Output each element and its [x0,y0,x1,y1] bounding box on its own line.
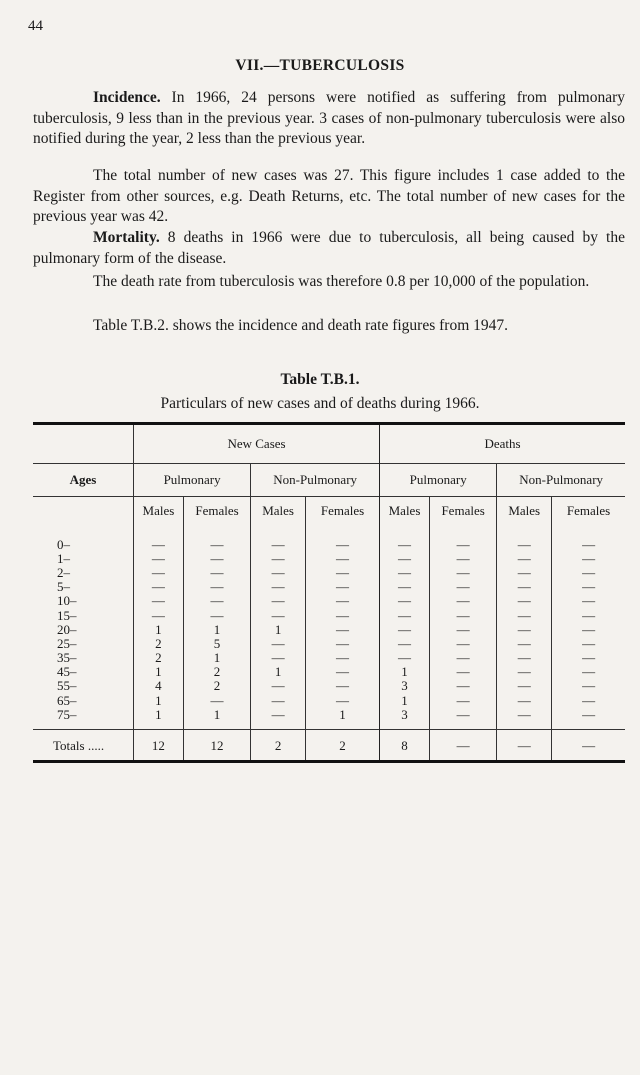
age-group-cell: 5– [57,579,70,595]
age-group-cell: 55– [57,678,77,694]
table-cell: 2 [183,665,250,679]
table-cell: — [552,679,625,693]
table-cell: — [251,551,306,565]
table-cell: 1 [305,707,379,730]
table-reference-paragraph: Table T.B.2. shows the incidence and death rate figures from 1947. [93,317,508,334]
table-cell: — [380,565,430,579]
table-cell: — [183,565,250,579]
tuberculosis-table [33,422,625,763]
table-cell: — [305,608,379,622]
table-cell: — [497,594,552,608]
table-cell: 2 [134,636,184,650]
table-cell: — [380,636,430,650]
table-cell: — [429,565,496,579]
table-cell: 1 [183,707,250,730]
sex-header: Males [134,497,184,526]
table-row [33,580,625,594]
table-cell: 1 [134,707,184,730]
table-cell: — [429,707,496,730]
age-group-cell: 20– [57,621,77,637]
table-cell: — [552,525,625,551]
table-cell: — [183,580,250,594]
table-cell: — [552,565,625,579]
table-cell: — [552,707,625,730]
table-cell: — [305,580,379,594]
table-cell: 1 [251,622,306,636]
table-cell: — [429,636,496,650]
new-cases-header: New Cases [134,424,380,464]
total-cell: — [497,730,552,762]
sex-header: Females [552,497,625,526]
table-cell: 3 [380,679,430,693]
table-cell: 1 [183,622,250,636]
age-group-cell: 45– [57,664,77,680]
table-cell: 5 [183,636,250,650]
table-cell: — [497,651,552,665]
deaths-pulmonary-header: Pulmonary [380,464,497,497]
total-cell: 8 [380,730,430,762]
table-cell: — [380,622,430,636]
age-group-cell: 15– [57,607,77,623]
age-group-cell: 35– [57,650,77,666]
mortality-paragraph [33,228,625,269]
age-group-cell: 0– [57,536,70,552]
table-cell: — [429,651,496,665]
table-cell: — [497,565,552,579]
sex-header: Males [380,497,430,526]
table-cell: — [251,679,306,693]
table-cell: 2 [134,651,184,665]
table-cell: — [305,565,379,579]
table-cell: — [497,665,552,679]
table-cell: — [305,693,379,707]
table-cell: 1 [134,665,184,679]
table-cell: — [183,608,250,622]
table-cell: — [251,580,306,594]
sex-header: Females [183,497,250,526]
table-cell: — [552,594,625,608]
table-row [33,679,625,693]
table-cell: — [251,525,306,551]
table-cell: — [552,693,625,707]
section-title: VII.—TUBERCULOSIS [235,57,405,74]
table-subtitle: Particulars of new cases and of deaths during 1966. [160,395,480,412]
table-cell: — [429,594,496,608]
incidence-lead: Incidence. [93,89,161,106]
mortality-text: 8 deaths in 1966 were due to tuberculosis, all being caused by the pulmonary form of the disease. [33,229,625,267]
table-cell: — [497,608,552,622]
table-cell: — [251,608,306,622]
table-row [33,525,625,551]
table-cell: — [429,580,496,594]
table-cell: — [183,525,250,551]
table-cell: — [251,651,306,665]
table-row [33,693,625,707]
table-title: Table T.B.1. [280,371,360,388]
ages-spacer [33,424,134,464]
table-cell: — [552,636,625,650]
table-row [33,707,625,730]
table-cell: — [251,594,306,608]
table-cell: — [251,693,306,707]
table-row [33,551,625,565]
table-cell: — [380,651,430,665]
table-cell: — [552,608,625,622]
table-cell: — [497,622,552,636]
table-cell: — [305,679,379,693]
new-non-pulmonary-header: Non-Pulmonary [251,464,380,497]
table-cell: — [134,551,184,565]
table-cell: — [305,622,379,636]
table-row [33,636,625,650]
table-cell: — [305,525,379,551]
table-cell: 1 [134,622,184,636]
table-cell: — [497,551,552,565]
table-cell: — [380,594,430,608]
table-row [33,622,625,636]
incidence-paragraph [33,88,625,150]
table-cell: — [429,622,496,636]
table-cell: — [552,665,625,679]
table-row [33,651,625,665]
ages-header: Ages [33,464,134,497]
table-cell: — [429,679,496,693]
totals-row [33,730,625,762]
table-cell: — [380,608,430,622]
table-cell: — [134,525,184,551]
table-cell: — [552,622,625,636]
ages-spacer-2 [33,497,134,526]
deaths-non-pulmonary-header: Non-Pulmonary [497,464,625,497]
table-cell: — [429,608,496,622]
table-cell: — [429,665,496,679]
total-cell: 12 [134,730,184,762]
total-cases-paragraph: The total number of new cases was 27. This figure includes 1 case added to the Register from other sources, e.g. Death Returns, etc. The total number of new cases for the previous year was 42. [33,167,625,225]
table-cell: — [183,551,250,565]
table-cell: — [305,594,379,608]
age-group-cell: 75– [57,706,77,722]
table-cell: — [497,580,552,594]
table-cell: — [429,551,496,565]
page-number: 44 [28,18,43,34]
total-cell: 2 [305,730,379,762]
table-cell: 1 [251,665,306,679]
table-cell: — [552,580,625,594]
table-cell: — [251,707,306,730]
table-cell: — [380,525,430,551]
table-cell: 1 [183,651,250,665]
sex-header: Males [497,497,552,526]
totals-label: Totals ..... [33,730,134,762]
table-cell: — [429,525,496,551]
age-group-cell: 25– [57,635,77,651]
table-cell: — [497,679,552,693]
table-cell: — [134,608,184,622]
table-cell: — [251,636,306,650]
table-cell: — [497,636,552,650]
table-cell: — [305,551,379,565]
table-cell: — [552,651,625,665]
table-cell: 3 [380,707,430,730]
table-row [33,594,625,608]
table-cell: — [134,594,184,608]
age-group-cell: 2– [57,564,70,580]
age-group-cell: 1– [57,550,70,566]
table-cell: — [134,580,184,594]
age-group-cell: 65– [57,692,77,708]
table-cell: — [429,693,496,707]
total-cell: — [429,730,496,762]
table-cell: — [497,693,552,707]
table-cell: — [552,551,625,565]
table-cell: — [497,525,552,551]
table-cell: — [380,551,430,565]
total-cell: — [552,730,625,762]
table-cell: — [183,693,250,707]
table-cell: — [305,636,379,650]
total-cell: 2 [251,730,306,762]
table-cell: 1 [134,693,184,707]
table-cell: — [305,651,379,665]
death-rate-paragraph: The death rate from tuberculosis was therefore 0.8 per 10,000 of the population. [93,273,590,290]
table-cell: — [134,565,184,579]
table-row [33,665,625,679]
sex-header: Males [251,497,306,526]
age-group-cell: 10– [57,593,77,609]
table-row [33,608,625,622]
sex-header: Females [429,497,496,526]
table-cell: 4 [134,679,184,693]
table-cell: — [183,594,250,608]
table-cell: 1 [380,665,430,679]
table-row [33,565,625,579]
new-pulmonary-header: Pulmonary [134,464,251,497]
table-cell: — [497,707,552,730]
total-cell: 12 [183,730,250,762]
sex-header: Females [305,497,379,526]
table-cell: 1 [380,693,430,707]
mortality-lead: Mortality. [93,229,160,246]
table-cell: — [380,580,430,594]
table-cell: 2 [183,679,250,693]
deaths-header: Deaths [380,424,625,464]
table-cell: — [305,665,379,679]
table-cell: — [251,565,306,579]
incidence-text: In 1966, 24 persons were notified as suffering from pulmonary tuberculosis, 9 less than in the previous year. 3 cases of non-pulmonary tuberculosis were also notified during the year, 2 less than the previous year. [33,89,625,147]
